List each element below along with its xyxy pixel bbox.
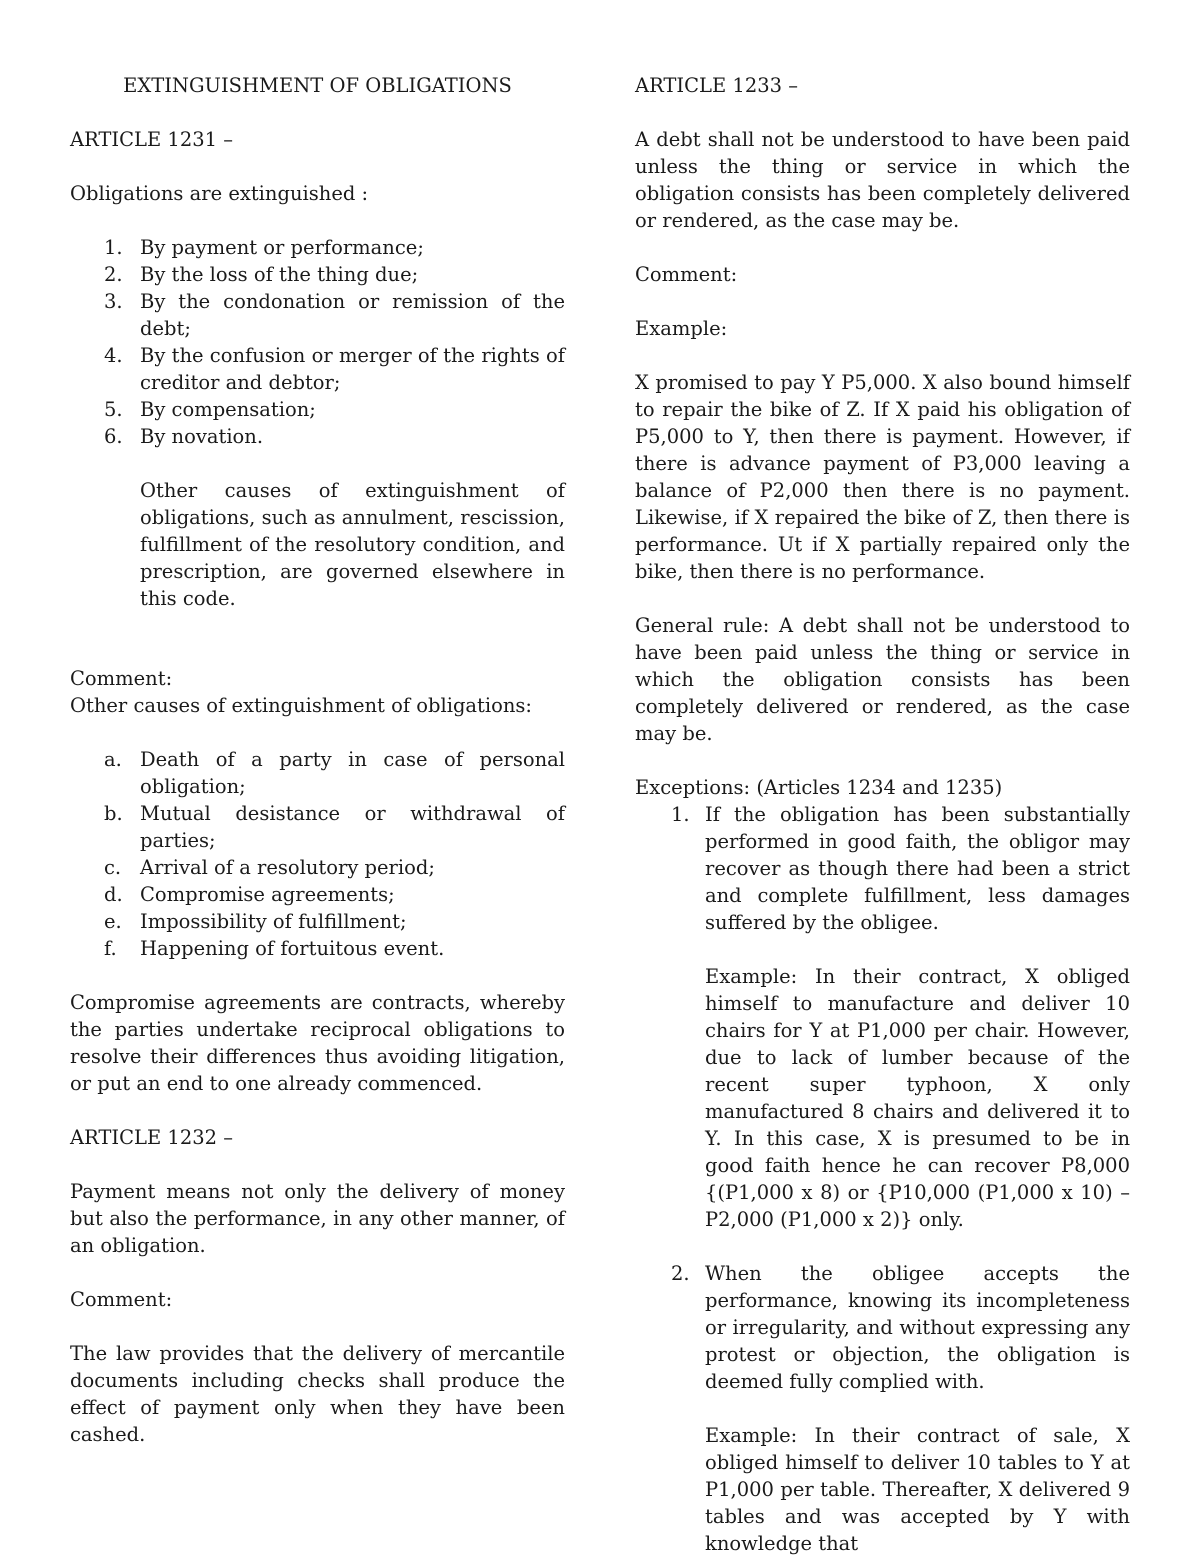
list-item: 2. When the obligee accepts the performance, knowing its incompleteness or irregularity, and without expressing any protest or objection, the obligation is deemed fully complied with. Example: In their contract of sale, X obliged himself to deliver 10 tables to Y at P1,000 per table. Thereafter, X delivered 9 tables and was accepted by Y with knowledge that bbox=[671, 1262, 1130, 1555]
list-item: b. Mutual desistance or withdrawal of parties; bbox=[104, 802, 565, 852]
list-item: 3. By the condonation or remission of the debt; bbox=[104, 290, 565, 340]
list-item: 1. By payment or performance; bbox=[104, 236, 424, 259]
exceptions-label: Exceptions: (Articles 1234 and 1235) bbox=[635, 776, 1003, 799]
article-1233-heading: ARTICLE 1233 – bbox=[635, 74, 799, 97]
list-item: 4. By the confusion or merger of the rights of creditor and debtor; bbox=[104, 344, 565, 394]
exception-1-text: If the obligation has been substantially performed in good faith, the obligor may recover as though there had been a strict and complete fulfillment, less damages suffered by the obligee. bbox=[705, 803, 1130, 934]
right-column bbox=[635, 72, 1130, 1557]
article-1231-intro: Obligations are extinguished : bbox=[70, 182, 369, 205]
list-item: 5. By compensation; bbox=[104, 398, 316, 421]
example-label: Example: bbox=[635, 317, 728, 340]
list-item: 6. By novation. bbox=[104, 425, 264, 448]
example-paragraph: X promised to pay Y P5,000. X also bound himself to repair the bike of Z. If X paid his obligation of P5,000 to Y, then there is payment. However, if there is advance payment of P3,000 leaving a balance of P2,000 then there is no payment. Likewise, if X repaired the bike of Z, then there is performance. Ut if X partially repaired only the bike, then there is no performance. bbox=[635, 371, 1130, 583]
article-1232-text: Payment means not only the delivery of money but also the performance, in any other manner, of an obligation. bbox=[70, 1180, 565, 1257]
other-causes-intro: Other causes of extinguishment of obligations: bbox=[70, 694, 533, 717]
extinguishment-modes-list bbox=[70, 234, 565, 450]
exception-2-text: When the obligee accepts the performance, knowing its incompleteness or irregularity, and without expressing any protest or objection, the obligation is deemed fully complied with. bbox=[705, 1262, 1130, 1393]
list-item: 2. By the loss of the thing due; bbox=[104, 263, 419, 286]
other-causes-list bbox=[70, 746, 565, 962]
document-title: EXTINGUISHMENT OF OBLIGATIONS bbox=[123, 74, 512, 97]
exception-1-example: Example: In their contract, X obliged himself to manufacture and deliver 10 chairs for Y at P1,000 per chair. However, due to lack of lumber because of the recent super typhoon, X only manufactured 8 chairs and delivered it to Y. In this case, X is presumed to be in good faith hence he can recover P8,000 {(P1,000 x 8) or {P10,000 (P1,000 x 10) – P2,000 (P1,000 x 2)} only. bbox=[705, 965, 1130, 1231]
list-item: c. Arrival of a resolutory period; bbox=[104, 856, 435, 879]
list-item: d. Compromise agreements; bbox=[104, 883, 395, 906]
list-item: 1. If the obligation has been substantially performed in good faith, the obligor may recover as though there had been a strict and complete fulfillment, less damages suffered by the obligee. Example: In their contract, X obliged himself to manufacture and deliver 10 chairs for Y at P1,000 per chair. However, due to lack of lumber because of the recent super typhoon, X only manufactured 8 chairs and delivered it to Y. In this case, X is presumed to be in good faith hence he can recover P8,000 {(P1,000 x 8) or {P10,000 (P1,000 x 10) – P2,000 (P1,000 x 2)} only. bbox=[671, 803, 1130, 1231]
other-causes-paragraph: Other causes of extinguishment of obligations, such as annulment, rescission, fulfillment of the resolutory condition, and prescription, are governed elsewhere in this code. bbox=[140, 479, 565, 610]
left-column bbox=[70, 72, 565, 1448]
general-rule-paragraph: General rule: A debt shall not be understood to have been paid unless the thing or service in which the obligation consists has been completely delivered or rendered, as the case may be. bbox=[635, 614, 1130, 745]
article-1233-text: A debt shall not be understood to have been paid unless the thing or service in which the obligation consists has been completely delivered or rendered, as the case may be. bbox=[635, 128, 1130, 232]
article-1232-comment: The law provides that the delivery of mercantile documents including checks shall produce the effect of payment only when they have been cashed. bbox=[70, 1342, 565, 1446]
comment-label: Comment: bbox=[70, 667, 173, 690]
list-item: f. Happening of fortuitous event. bbox=[104, 937, 445, 960]
list-item: e. Impossibility of fulfillment; bbox=[104, 910, 407, 933]
article-1231-heading: ARTICLE 1231 – bbox=[70, 128, 234, 151]
exception-2-example: Example: In their contract of sale, X obliged himself to deliver 10 tables to Y at P1,000 per table. Thereafter, X delivered 9 tables and was accepted by Y with knowledge that bbox=[705, 1424, 1130, 1555]
comment-label: Comment: bbox=[635, 263, 738, 286]
exceptions-list bbox=[635, 801, 1130, 1557]
article-1232-heading: ARTICLE 1232 – bbox=[70, 1126, 234, 1149]
list-item: a. Death of a party in case of personal obligation; bbox=[104, 748, 565, 798]
compromise-paragraph: Compromise agreements are contracts, whereby the parties undertake reciprocal obligations to resolve their differences thus avoiding litigation, or put an end to one already commenced. bbox=[70, 991, 565, 1095]
article-1232-comment-label: Comment: bbox=[70, 1288, 173, 1311]
